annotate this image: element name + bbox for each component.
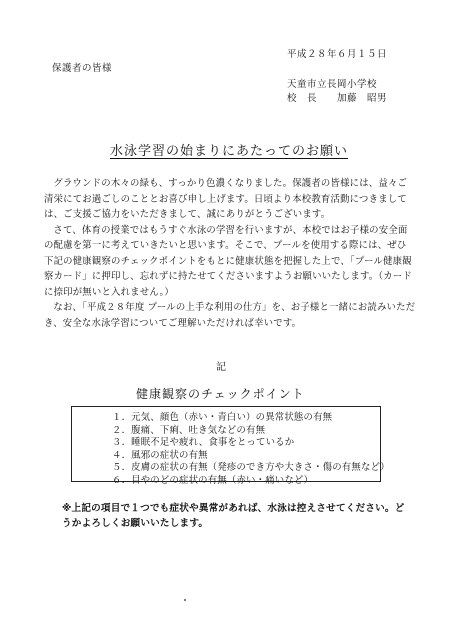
checkpoint-item: ５．皮膚の症状の有無（発疹のでき方や大きさ・傷の有無など） xyxy=(112,462,390,474)
checkpoint-item: ６．目やのどの症状の有無（赤い・痛いなど） xyxy=(112,474,314,486)
sender-school: 天童市立長岡小学校 xyxy=(287,79,378,90)
body-paragraph: なお、「平成２８年度 プールの上手な利用の仕方」を、お子様と一緒にお読みいただき、安全な水泳学習についてご理解いただければ幸いです。 xyxy=(44,302,416,329)
body-text xyxy=(44,176,416,331)
document-date: 平成２８年６月１５日 xyxy=(287,49,388,60)
checkpoint-item: ２．腹痛、下痢、吐き気などの有無 xyxy=(112,424,266,436)
checkpoint-item: ４．風邪の症状の有無 xyxy=(112,449,208,461)
checkpoints-title: 健康観察のチェックポイント xyxy=(136,387,305,401)
scan-speck xyxy=(184,599,186,601)
closing-note: ※上記の項目で１つでも症状や異常があれば、水泳は控えさせてください。どうかよろしくお願いいたします。 xyxy=(62,503,405,529)
ki-heading: 記 xyxy=(216,362,226,373)
body-paragraph: グラウンドの木々の緑も、すっかり色濃くなりました。保護者の皆様には、益々ご清栄にてお過ごしのこととお喜び申し上げます。日頃より本校教育活動につきましては、ご支援ご協力をいただきまして、誠にありがとうございます。 xyxy=(44,178,408,220)
checkpoint-item: １．元気、顔色（赤い・青白い）の異常状態の有無 xyxy=(112,412,333,423)
checkpoints-box xyxy=(71,406,390,486)
document-title: 水泳学習の始まりにあたってのお願い xyxy=(110,144,349,159)
checkpoint-item: ３．睡眠不足や疲れ、食事をとっているか xyxy=(112,437,295,449)
body-paragraph: さて、体育の授業ではもうすぐ水泳の学習を行いますが、本校ではお子様の安全面の配慮を第一に考えていきたいと思います。そこで、プールを使用する際には、ぜひ下記の健康観察のチェックポイントをもとに健康状態を把握した上で、「プール健康観察カード」に押印し、忘れずに持たせてくださいますようお願いいたします。（カードに捺印が無いと入れません。） xyxy=(44,224,412,298)
sender-principal: 校 長 加藤 昭男 xyxy=(287,93,388,104)
recipient-line: 保護者の皆様 xyxy=(52,63,113,74)
